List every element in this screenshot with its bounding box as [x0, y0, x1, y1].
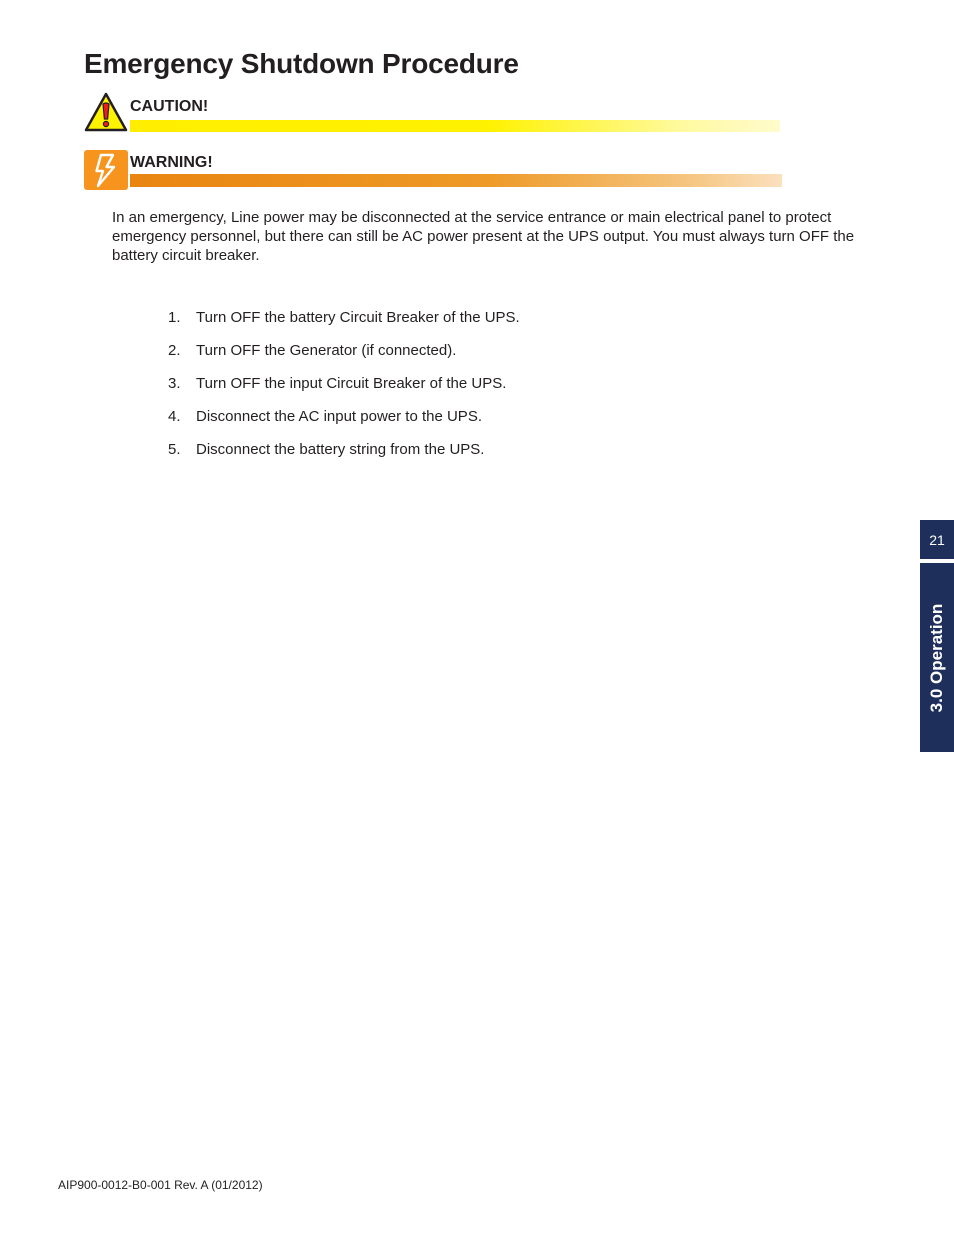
step-number: 4.	[168, 408, 181, 425]
section-tab-label: 3.0 Operation	[927, 603, 946, 712]
warning-notice	[84, 150, 784, 196]
warning-label: WARNING!	[130, 154, 213, 171]
warning-bar	[130, 174, 782, 187]
step-number: 2.	[168, 342, 181, 359]
step-number: 5.	[168, 441, 181, 458]
section-tab[interactable]	[920, 563, 954, 752]
page-number: 21	[920, 520, 954, 559]
caution-exclamation-icon	[84, 92, 128, 132]
step-number: 1.	[168, 309, 181, 326]
step-text: Turn OFF the battery Circuit Breaker of the UPS.	[196, 309, 520, 326]
intro-paragraph: In an emergency, Line power may be disconnected at the service entrance or main electrical panel to protect emergency personnel, but there can still be AC power present at the UPS output. You must always turn OFF the battery circuit breaker.	[112, 209, 855, 264]
document-footer: AIP900-0012-B0-001 Rev. A (01/2012)	[58, 1178, 263, 1192]
caution-notice	[84, 92, 784, 138]
page-title: Emergency Shutdown Procedure	[84, 48, 519, 79]
caution-label: CAUTION!	[130, 98, 209, 115]
caution-bar	[130, 120, 780, 132]
warning-lightning-icon	[84, 150, 128, 190]
step-text: Disconnect the AC input power to the UPS.	[196, 408, 482, 425]
step-text: Disconnect the battery string from the UPS.	[196, 441, 485, 458]
step-text: Turn OFF the input Circuit Breaker of the UPS.	[196, 375, 507, 392]
step-text: Turn OFF the Generator (if connected).	[196, 342, 457, 359]
step-number: 3.	[168, 375, 181, 392]
